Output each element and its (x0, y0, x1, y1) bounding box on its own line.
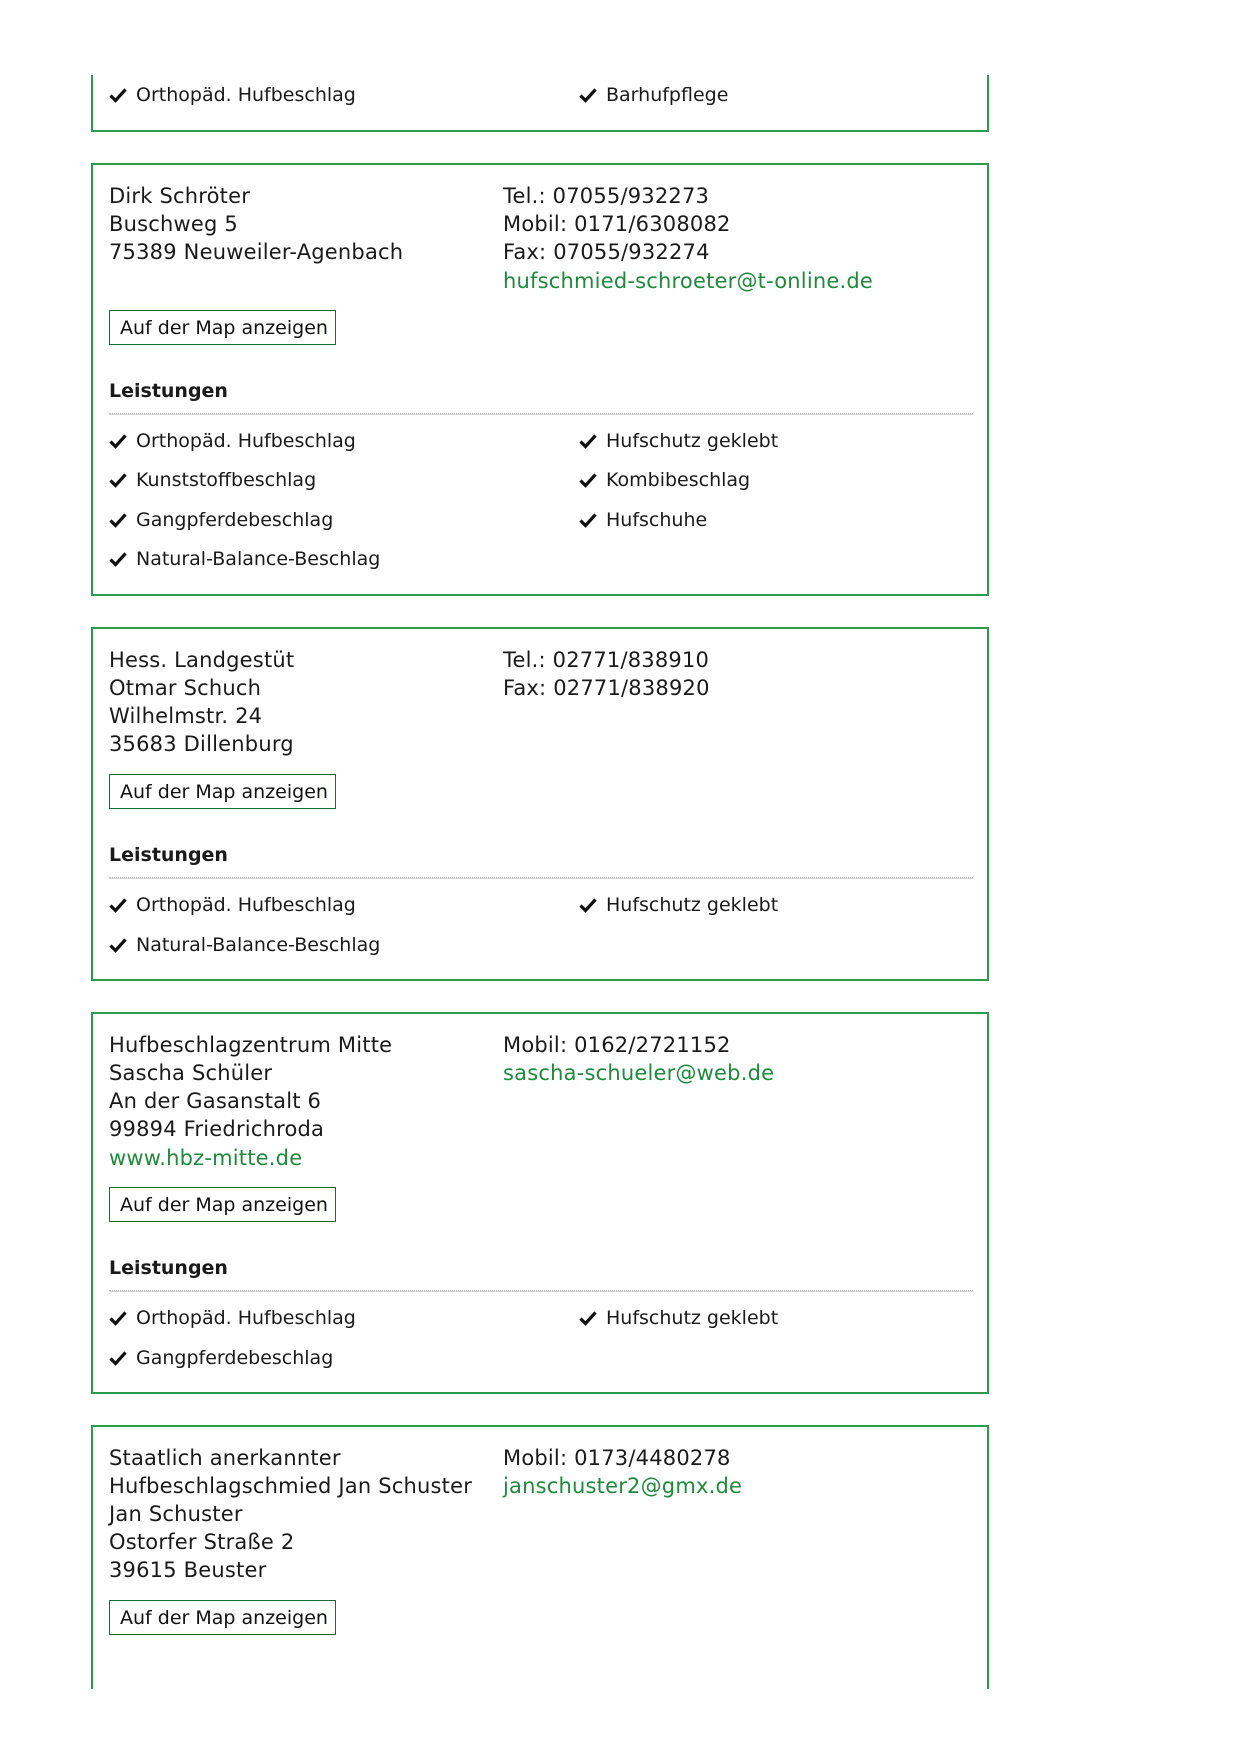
service-item: Orthopäd. Hufbeschlag (109, 429, 356, 453)
address-line: 99894 Friedrichroda (109, 1117, 325, 1141)
phone-line: Tel.: 02771/838910 (503, 648, 710, 672)
address-line: Ostorfer Straße 2 (109, 1530, 295, 1554)
check-icon (109, 512, 127, 528)
address-line: Hess. Landgestüt (109, 648, 295, 672)
check-icon (109, 1310, 127, 1326)
check-icon (109, 937, 127, 953)
address-line: Hufbeschlagschmied Jan Schuster (109, 1474, 473, 1498)
email-link[interactable]: sascha-schueler@web.de (503, 1061, 775, 1085)
service-item: Gangpferdebeschlag (109, 508, 333, 532)
check-icon (579, 87, 597, 103)
check-icon (109, 472, 127, 488)
check-icon (109, 551, 127, 567)
check-icon (109, 433, 127, 449)
website-link[interactable]: www.hbz-mitte.de (109, 1146, 303, 1170)
mobile-line: Mobil: 0173/4480278 (503, 1446, 731, 1470)
listing-card (91, 1012, 989, 1394)
service-item: Natural-Balance-Beschlag (109, 547, 380, 571)
show-on-map-button[interactable]: Auf der Map anzeigen (109, 1600, 336, 1635)
address-line: 35683 Dillenburg (109, 732, 294, 756)
service-item: Kunststoffbeschlag (109, 468, 316, 492)
check-icon (109, 897, 127, 913)
check-icon (109, 1350, 127, 1366)
service-item: Hufschutz geklebt (579, 893, 778, 917)
service-item: Orthopäd. Hufbeschlag (109, 893, 356, 917)
address-line: Jan Schuster (109, 1502, 243, 1526)
address-line: Dirk Schröter (109, 184, 251, 208)
service-item: Orthopäd. Hufbeschlag (109, 83, 356, 107)
listing-card (91, 1425, 989, 1689)
check-icon (579, 433, 597, 449)
divider (109, 1290, 973, 1292)
service-item: Barhufpflege (579, 83, 728, 107)
address-line: Hufbeschlagzentrum Mitte (109, 1033, 393, 1057)
service-item: Gangpferdebeschlag (109, 1346, 333, 1370)
listing-card (91, 75, 989, 132)
service-item: Kombibeschlag (579, 468, 750, 492)
listing-card (91, 163, 989, 596)
check-icon (579, 1310, 597, 1326)
check-icon (579, 897, 597, 913)
show-on-map-button[interactable]: Auf der Map anzeigen (109, 1187, 336, 1222)
divider (109, 877, 973, 879)
check-icon (579, 472, 597, 488)
address-line: Otmar Schuch (109, 676, 262, 700)
check-icon (579, 512, 597, 528)
address-line: An der Gasanstalt 6 (109, 1089, 322, 1113)
address-line: Buschweg 5 (109, 212, 238, 236)
email-link[interactable]: janschuster2@gmx.de (503, 1474, 743, 1498)
divider (109, 413, 973, 415)
address-line: Staatlich anerkannter (109, 1446, 341, 1470)
services-heading: Leistungen (109, 1257, 228, 1279)
service-item: Natural-Balance-Beschlag (109, 933, 380, 957)
address-line: Wilhelmstr. 24 (109, 704, 263, 728)
services-heading: Leistungen (109, 844, 228, 866)
service-item: Hufschuhe (579, 508, 707, 532)
show-on-map-button[interactable]: Auf der Map anzeigen (109, 310, 336, 345)
service-item: Orthopäd. Hufbeschlag (109, 1306, 356, 1330)
check-icon (109, 87, 127, 103)
fax-line: Fax: 07055/932274 (503, 240, 710, 264)
address-line: Sascha Schüler (109, 1061, 273, 1085)
service-item: Hufschutz geklebt (579, 429, 778, 453)
mobile-line: Mobil: 0171/6308082 (503, 212, 731, 236)
fax-line: Fax: 02771/838920 (503, 676, 710, 700)
address-line: 39615 Beuster (109, 1558, 267, 1582)
listing-card (91, 627, 989, 981)
service-item: Hufschutz geklebt (579, 1306, 778, 1330)
email-link[interactable]: hufschmied-schroeter@t-online.de (503, 269, 874, 293)
show-on-map-button[interactable]: Auf der Map anzeigen (109, 774, 336, 809)
phone-line: Tel.: 07055/932273 (503, 184, 710, 208)
address-line: 75389 Neuweiler-Agenbach (109, 240, 404, 264)
services-heading: Leistungen (109, 380, 228, 402)
mobile-line: Mobil: 0162/2721152 (503, 1033, 731, 1057)
